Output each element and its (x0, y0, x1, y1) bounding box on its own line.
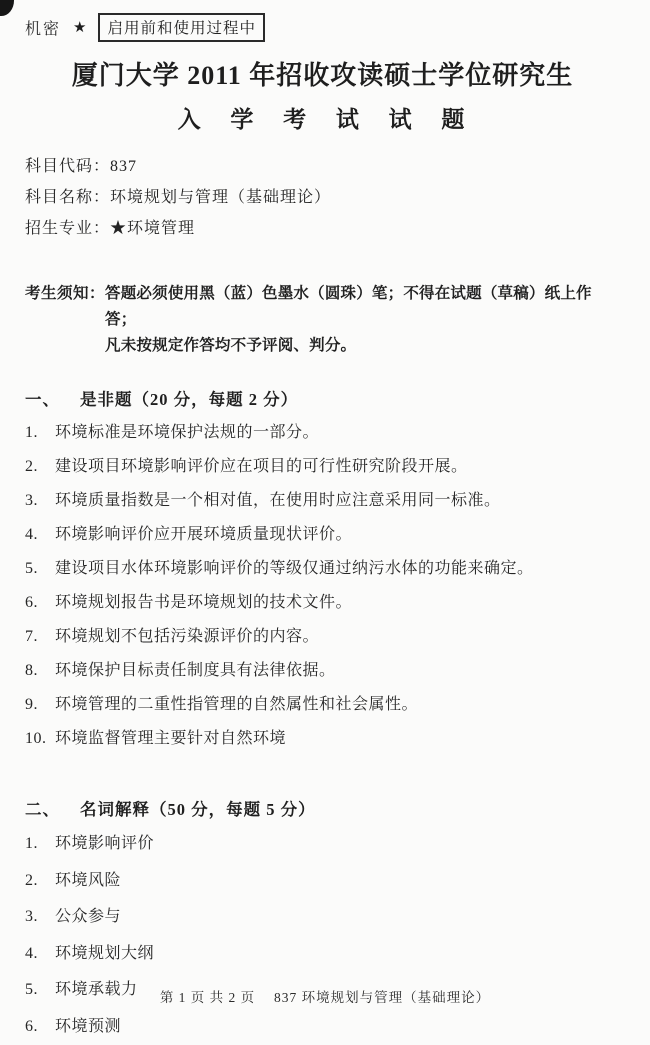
question-number: 6. (25, 1009, 55, 1045)
question-text: 环境规划不包括污染源评价的内容。 (55, 620, 620, 654)
candidate-notice (25, 281, 620, 359)
section-1-heading (25, 386, 620, 410)
question-row (25, 826, 620, 863)
major-line (25, 213, 620, 244)
question-row (25, 899, 620, 936)
question-row (25, 620, 620, 654)
question-number: 2. (25, 863, 55, 900)
question-number: 7. (25, 620, 55, 654)
question-number: 9. (25, 688, 55, 722)
notice-line2: 凡未按规定作答均不予评阅、判分。 (105, 337, 356, 354)
question-number: 4. (25, 936, 55, 973)
subject-name-value: 环境规划与管理（基础理论） (110, 189, 331, 206)
question-number: 1. (25, 826, 55, 863)
section-1-questions (25, 416, 620, 756)
classification-row (25, 0, 620, 42)
question-number: 5. (25, 552, 55, 586)
question-row (25, 416, 620, 450)
star-icon: ★ (73, 18, 88, 37)
question-text: 环境影响评价应开展环境质量现状评价。 (55, 518, 620, 552)
question-row (25, 586, 620, 620)
exam-title-line2: 入 学 考 试 试 题 (25, 101, 620, 134)
question-row (25, 654, 620, 688)
subject-name-label: 科目名称： (25, 189, 110, 206)
question-number: 6. (25, 586, 55, 620)
notice-line1: 答题必须使用黑（蓝）色墨水（圆珠）笔；不得在试题（草稿）纸上作答； (105, 285, 592, 328)
question-number: 3. (25, 484, 55, 518)
question-row (25, 936, 620, 973)
question-text: 环境承载力 (55, 972, 620, 1009)
question-text: 建设项目水体环境影响评价的等级仅通过纳污水体的功能来确定。 (55, 552, 620, 586)
question-text: 环境管理的二重性指管理的自然属性和社会属性。 (55, 688, 620, 722)
question-number: 8. (25, 654, 55, 688)
question-text: 环境风险 (55, 863, 620, 900)
major-value: ★环境管理 (110, 220, 195, 237)
question-row (25, 552, 620, 586)
section-1-title: 是非题（20 分，每题 2 分） (80, 386, 298, 410)
section-2-heading (25, 796, 620, 820)
page-footer: 第 1 页 共 2 页 837 环境规划与管理（基础理论） (0, 986, 650, 1006)
question-text: 环境预测 (55, 1009, 620, 1045)
notice-label: 考生须知： (25, 281, 105, 359)
question-row (25, 484, 620, 518)
question-row (25, 688, 620, 722)
section-2-number: 二、 (25, 796, 80, 820)
notice-body (105, 281, 620, 359)
question-text: 环境规划大纲 (55, 936, 620, 973)
section-2-questions (25, 826, 620, 1045)
major-label: 招生专业： (25, 220, 110, 237)
question-number: 3. (25, 899, 55, 936)
subject-code-label: 科目代码： (25, 158, 110, 175)
section-1-number: 一、 (25, 386, 80, 410)
question-row (25, 518, 620, 552)
subject-name-line (25, 182, 620, 213)
question-text: 环境监督管理主要针对自然环境 (55, 722, 620, 756)
question-text: 环境影响评价 (55, 826, 620, 863)
question-text: 建设项目环境影响评价应在项目的可行性研究阶段开展。 (55, 450, 620, 484)
meta-block (25, 151, 620, 244)
question-text: 公众参与 (55, 899, 620, 936)
subject-code-line (25, 151, 620, 182)
question-row (25, 450, 620, 484)
exam-title-line1: 厦门大学 2011 年招收攻读硕士学位研究生 (25, 55, 620, 92)
question-number: 10. (25, 722, 55, 756)
question-number: 2. (25, 450, 55, 484)
question-text: 环境保护目标责任制度具有法律依据。 (55, 654, 620, 688)
question-row (25, 1009, 620, 1045)
scan-artifact (0, 0, 14, 16)
classification-label: 机密 (25, 16, 61, 39)
question-number: 4. (25, 518, 55, 552)
question-row (25, 863, 620, 900)
question-text: 环境质量指数是一个相对值，在使用时应注意采用同一标准。 (55, 484, 620, 518)
question-number: 1. (25, 416, 55, 450)
subject-code-value: 837 (110, 158, 137, 175)
question-text: 环境规划报告书是环境规划的技术文件。 (55, 586, 620, 620)
usage-period-box: 启用前和使用过程中 (98, 13, 265, 42)
section-2-title: 名词解释（50 分，每题 5 分） (80, 796, 316, 820)
question-row (25, 722, 620, 756)
question-text: 环境标准是环境保护法规的一部分。 (55, 416, 620, 450)
question-number: 5. (25, 972, 55, 1009)
